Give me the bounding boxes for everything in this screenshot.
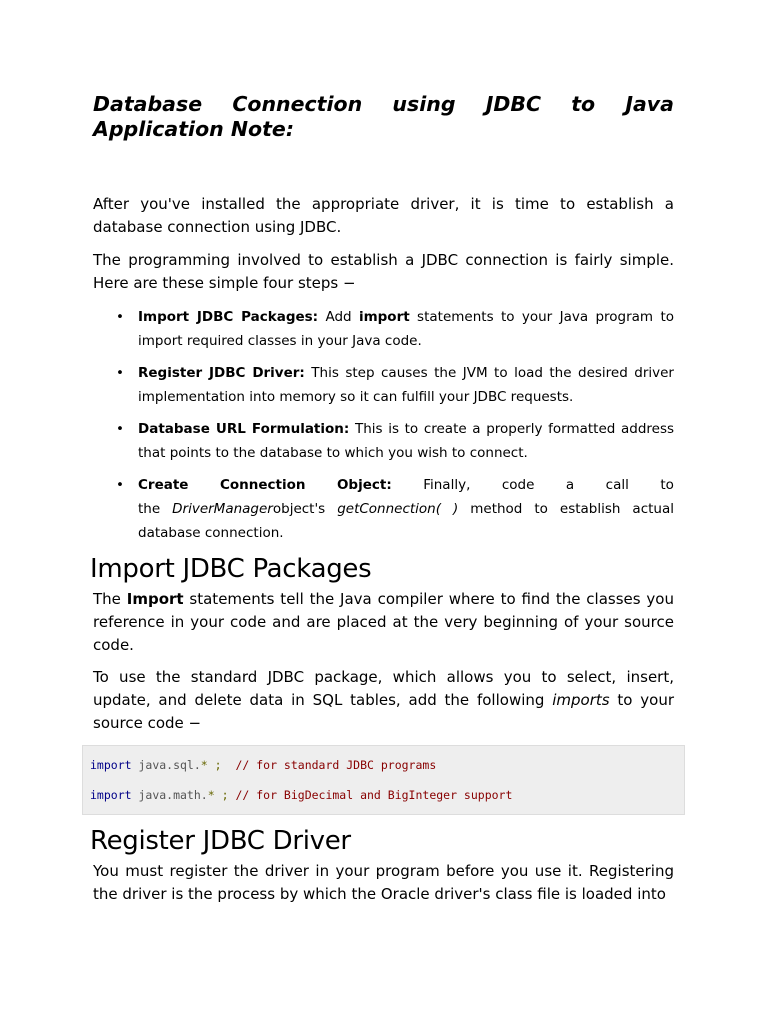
title-word: Connection xyxy=(232,92,363,116)
code-punct: * xyxy=(207,788,215,802)
para-text: statements tell the Java compiler where to find the classes you reference in your code and are placed at the very beginning of your source code. xyxy=(93,590,674,654)
step-text: This step causes the JVM to load the desired driver implementation into memory so it can fulfill your JDBC requests. xyxy=(138,365,674,405)
title-word: Java xyxy=(625,92,674,116)
step-term: Register JDBC Driver: xyxy=(138,365,305,381)
para-text: to your source code − xyxy=(93,691,674,732)
step-word: call xyxy=(605,477,629,493)
import-paragraph-2 xyxy=(93,666,674,735)
intro-paragraph-1: After you've installed the appropriate driver, it is time to establish a database connection using JDBC. xyxy=(93,195,674,236)
intro-paragraph-2: The programming involved to establish a JDBC connection is fairly simple. Here are these simple four steps − xyxy=(93,251,674,292)
import-paragraph-1 xyxy=(93,588,674,657)
step-text: Add xyxy=(318,309,359,325)
title-word: using xyxy=(392,92,456,116)
list-item xyxy=(93,473,674,545)
document-title xyxy=(93,92,674,142)
driver-manager-term: DriverManager xyxy=(172,501,273,517)
step-word: to xyxy=(660,477,674,493)
step-term-word: Create xyxy=(138,477,189,493)
code-comment: // for standard JDBC programs xyxy=(235,758,437,772)
imports-term: imports xyxy=(552,691,610,709)
code-punct: ; xyxy=(207,758,222,772)
step-keyword: import xyxy=(358,309,410,325)
code-line xyxy=(90,780,677,810)
bullet-icon: • xyxy=(116,309,124,325)
section-heading-import: Import JDBC Packages xyxy=(90,554,372,584)
step-text: This is to create a properly formatted address that points to the database to which you wish to connect. xyxy=(138,421,675,461)
document-page xyxy=(90,92,675,906)
step-first-line xyxy=(138,473,674,497)
para-text: To use the standard JDBC package, which allows you to select, insert, update, and delete data in SQL tables, add the following xyxy=(93,668,674,709)
step-term: Import JDBC Packages: xyxy=(138,309,319,325)
bullet-icon: • xyxy=(116,365,124,381)
step-text: object's xyxy=(272,501,338,517)
step-term-word: Object: xyxy=(336,477,392,493)
step-text: the xyxy=(138,501,173,517)
register-paragraph-1: You must register the driver in your program before you use it. Registering the driver is the process by which the Oracle driver's class file is loaded into xyxy=(93,862,674,903)
title-word: JDBC xyxy=(485,92,542,116)
step-text: statements to your Java program to import required classes in your Java code. xyxy=(138,309,674,349)
code-comment: // for BigDecimal and BigInteger support xyxy=(235,788,513,802)
bullet-icon: • xyxy=(116,421,124,437)
bullet-icon: • xyxy=(116,477,124,493)
code-block xyxy=(82,745,685,815)
step-text: method to establish actual database connection. xyxy=(138,501,674,541)
code-keyword: import xyxy=(90,758,132,772)
code-keyword: import xyxy=(90,788,132,802)
title-line-1 xyxy=(93,92,674,117)
steps-list xyxy=(93,305,674,545)
get-connection-term: getConnection( ) xyxy=(337,501,459,517)
code-space xyxy=(222,758,236,772)
list-item xyxy=(93,305,674,353)
step-term-word: Connection xyxy=(219,477,306,493)
title-word: Database xyxy=(93,92,203,116)
title-line-2: Application Note: xyxy=(93,117,295,141)
step-rest xyxy=(138,497,674,545)
step-word: Finally, xyxy=(423,477,471,493)
title-word: to xyxy=(571,92,596,116)
code-line xyxy=(90,750,677,780)
list-item xyxy=(93,417,674,465)
step-word: a xyxy=(565,477,575,493)
code-name: java.math. xyxy=(131,788,208,802)
section-heading-register: Register JDBC Driver xyxy=(90,826,351,856)
step-term: Database URL Formulation: xyxy=(138,421,350,437)
para-text: The xyxy=(93,590,127,608)
code-punct: ; xyxy=(214,788,229,802)
list-item xyxy=(93,361,674,409)
code-punct: * xyxy=(200,758,208,772)
import-keyword: Import xyxy=(126,590,184,608)
step-word: code xyxy=(501,477,535,493)
code-name: java.sql. xyxy=(131,758,201,772)
